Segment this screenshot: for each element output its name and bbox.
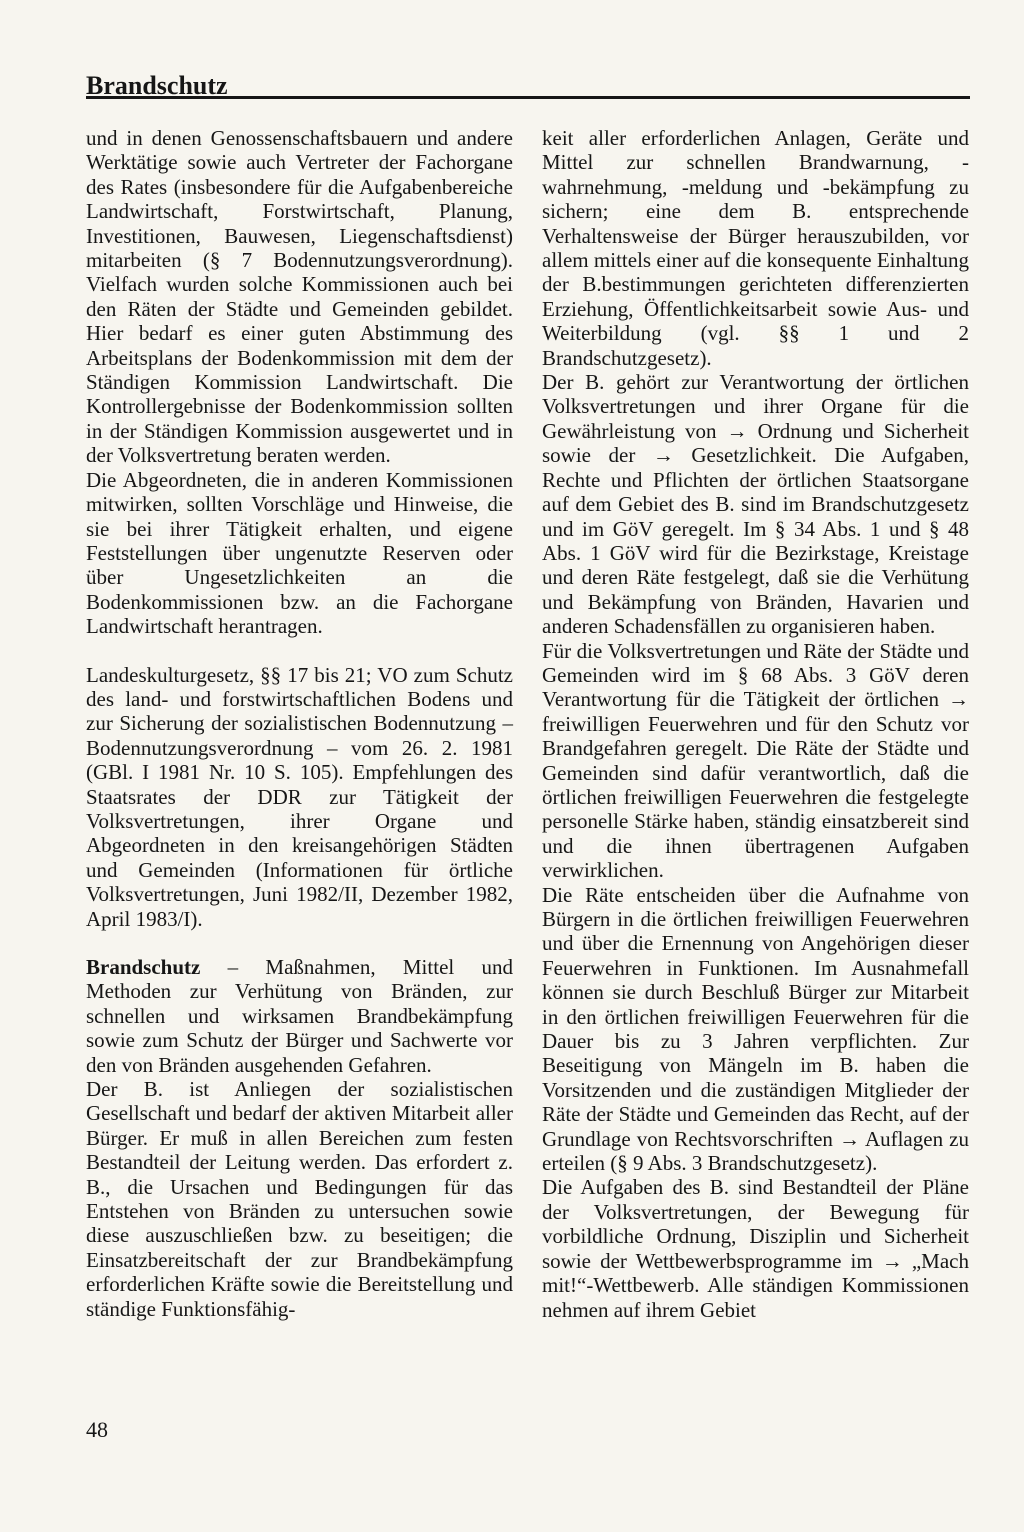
source-references: Landeskulturgesetz, §§ 17 bis 21; VO zum Schutz des land- und forstwirtschaftlichen Bodens und zur Sicherung der sozialistischen Bodennutzung – Bodennutzungsverordnung – vom 26. 2. 1981 (GBl. I 1981 Nr. 10 S. 105). Empfehlungen des Staatsrates der DDR zur Tätigkeit der Volksvertretungen, ihrer Organe und Abgeordneten in den kreisangehörigen Städten und Gemeinden (Informationen für örtliche Volksvertretungen, Juni 1982/II, Dezember 1982, April 1983/I). [86,662,513,931]
left-column [86,126,513,1321]
right-column [542,126,969,1322]
header-rule [86,96,970,99]
paragraph: Die Aufgaben des B. sind Bestandteil der Pläne der Volksvertretungen, der Bewegung für vorbildliche Ordnung, Disziplin und Sicherheit sowie der Wettbewerbsprogramme im → „Mach mit!“-Wettbewerb. Alle ständigen Kommissionen nehmen auf ihrem Gebiet [542,1175,969,1322]
paragraph: keit aller erforderlichen Anlagen, Geräte und Mittel zur schnellen Brandwarnung, -wahrnehmung, -meldung und -bekämpfung zu sichern; eine dem B. entsprechende Verhaltensweise der Bürger herauszubilden, vor allem mittels einer auf die konsequente Einhaltung der B.bestimmungen gerichteten differenzierten Erziehung, Öffentlichkeitsarbeit sowie Aus- und Weiterbildung (vgl. §§ 1 und 2 Brandschutzgesetz). [542,126,969,370]
paragraph: Die Abgeordneten, die in anderen Kommissionen mitwirken, sollten Vorschläge und Hinweise, die sie bei ihrer Tätigkeit erhalten, und eigene Feststellungen über ungenutzte Reserven oder über Ungesetzlichkeiten an die Bodenkommissionen bzw. an die Fachorgane Landwirtschaft herantragen. [86,467,513,639]
entry-definition: – Maßnahmen, Mittel und Methoden zur Verhütung von Bränden, zur schnellen und wirksamen Brandbekämpfung sowie zum Schutz der Bürger und Sachwerte vor den von Bränden ausgehenden Gefahren. [86,955,513,1077]
running-head: Brandschutz [86,71,228,100]
dictionary-entry [86,955,513,1077]
entry-term: Brandschutz [86,955,201,979]
paragraph: Die Räte entscheiden über die Aufnahme von Bürgern in die örtlichen freiwilligen Feuerwehren und über die Ernennung von Angehörigen dieser Feuerwehren in Funktionen. Im Ausnahmefall können sie durch Beschluß Bürger zur Mitarbeit in den örtlichen freiwilligen Feuerwehren für die Dauer bis zu 3 Jahren verpflichten. Zur Beseitigung von Mängeln im B. haben die Vorsitzenden und die zuständigen Mitglieder der Räte der Städte und Gemeinden das Recht, auf der Grundlage von Rechtsvorschriften → Auflagen zu erteilen (§ 9 Abs. 3 Brandschutzgesetz). [542,882,969,1176]
page-number: 48 [86,1417,108,1442]
paragraph: Der B. gehört zur Verantwortung der örtlichen Volksvertretungen und ihrer Organe für die Gewährleistung von → Ordnung und Sicherheit sowie der → Gesetzlichkeit. Die Aufgaben, Rechte und Pflichten der örtlichen Staatsorgane auf dem Gebiet des B. sind im Brandschutzgesetz und im GöV geregelt. Im § 34 Abs. 1 und § 48 Abs. 1 GöV wird für die Bezirkstage, Kreistage und deren Räte festgelegt, daß sie die Verhütung und Bekämpfung von Bränden, Havarien und anderen Schadensfällen zu organisieren haben. [542,370,969,639]
paragraph: und in denen Genossenschaftsbauern und andere Werktätige sowie auch Vertreter der Fachorgane des Rates (insbesondere für die Aufgabenbereiche Landwirtschaft, Forstwirtschaft, Planung, Investitionen, Bauwesen, Liegenschaftsdienst) mitarbeiten (§ 7 Bodennutzungsverordnung). Vielfach wurden solche Kommissionen auch bei den Räten der Städte und Gemeinden gebildet. Hier bedarf es einer guten Abstimmung des Arbeitsplans der Bodenkommission mit dem der Ständigen Kommission Landwirtschaft. Die Kontrollergebnisse der Bodenkommission sollten in der Ständigen Kommission ausgewertet und in der Volksvertretung beraten werden. [86,126,513,468]
paragraph: Der B. ist Anliegen der sozialistischen Gesellschaft und bedarf der aktiven Mitarbeit aller Bürger. Er muß in allen Bereichen zum festen Bestandteil der Leitung werden. Das erfordert z. B., die Ursachen und Bedingungen für das Entstehen von Bränden zu untersuchen sowie diese auszuschließen bzw. zu beseitigen; die Einsatzbereitschaft der zur Brandbekämpfung erforderlichen Kräfte sowie die Bereitstellung und ständige Funktionsfähig- [86,1077,513,1321]
paragraph: Für die Volksvertretungen und Räte der Städte und Gemeinden wird im § 68 Abs. 3 GöV deren Verantwortung für die Tätigkeit der örtlichen → freiwilligen Feuerwehren und für den Schutz vor Brandgefahren geregelt. Die Räte der Städte und Gemeinden sind dafür verantwortlich, daß die örtlichen freiwilligen Feuerwehren die festgelegte personelle Stärke haben, ständig einsatzbereit sind und die ihnen übertragenen Aufgaben verwirklichen. [542,638,969,883]
